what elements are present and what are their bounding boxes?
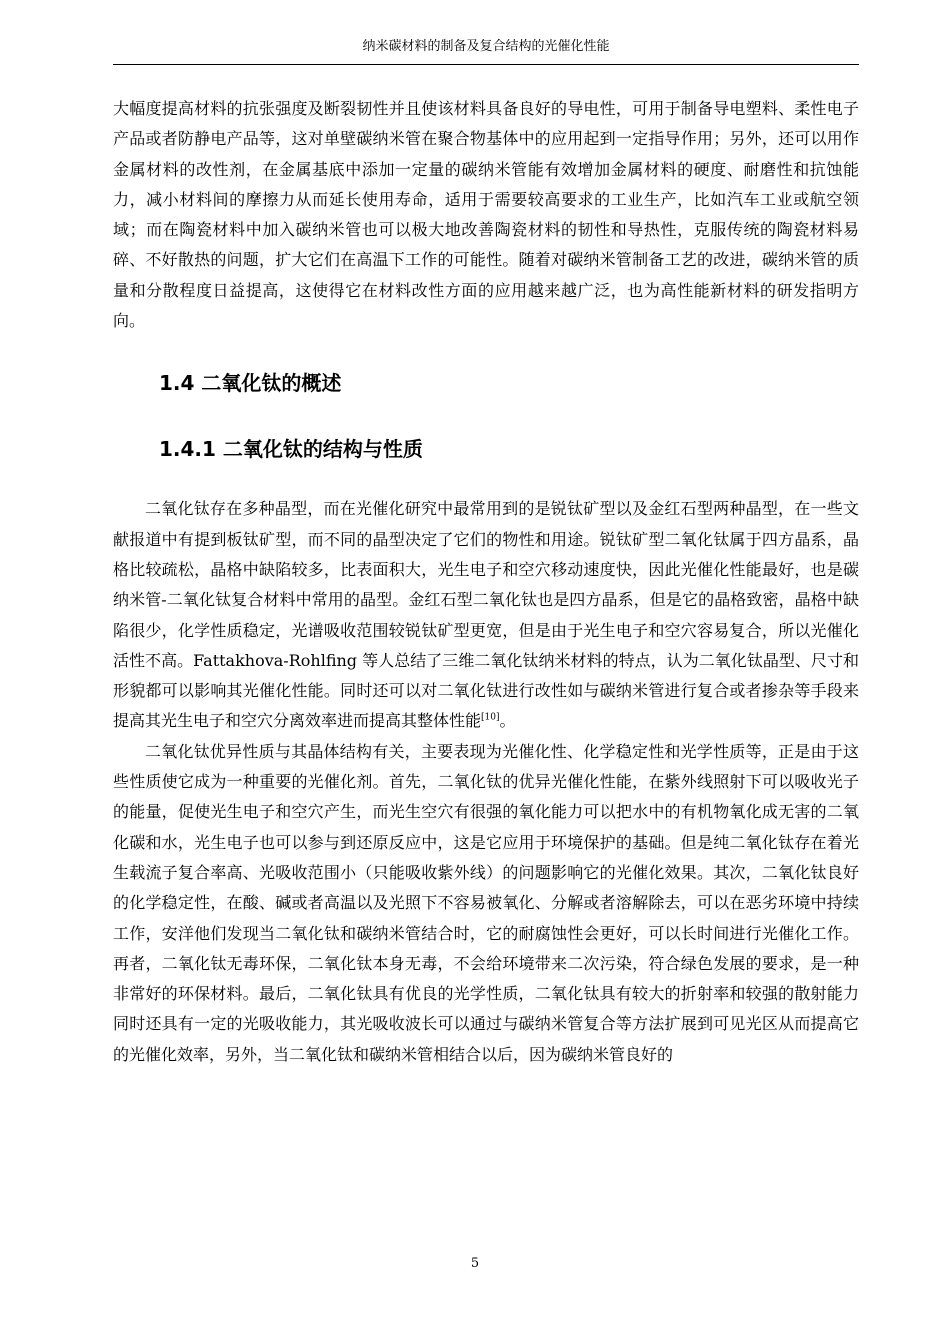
paragraph-structure-text: 二氧化钛存在多种晶型，而在光催化研究中最常用到的是锐钛矿型以及金红石型两种晶型，在一些文献报道中有提到板钛矿型，而不同的晶型决定了它们的物性和用途。锐钛矿型二氧化钛属于四方晶系，晶格比较疏松，晶格中缺陷较多，比表面积大，光生电子和空穴移动速度快，因此光催化性能最好，也是碳纳米管-二氧化钛复合材料中常用的晶型。金红石型二氧化钛也是四方晶系，但是它的晶格致密，晶格中缺陷很少，化学性质稳定，光谱吸收范围较锐钛矿型更宽，但是由于光生电子和空穴容易复合，所以光催化活性不高。Fattakhova-Rohlfing 等人总结了三维二氧化钛纳米材料的特点，认为二氧化钛晶型、尺寸和形貌都可以影响其光催化性能。同时还可以对二氧化钛进行改性如与碳纳米管进行复合或者掺杂等手段来提高其光生电子和空穴分离效率进而提高其整体性能: [113, 499, 859, 731]
subsection-heading: 1.4.1 二氧化钛的结构与性质: [159, 437, 423, 462]
header-rule: [113, 64, 859, 65]
paragraph-properties: 二氧化钛优异性质与其晶体结构有关，主要表现为光催化性、化学稳定性和光学性质等，正是由于这些性质使它成为一种重要的光催化剂。首先，二氧化钛的优异光催化性能，在紫外线照射下可以吸收光子的能量，促使光生电子和空穴产生，而光生空穴有很强的氧化能力可以把水中的有机物氧化成无害的二氧化碳和水，光生电子也可以参与到还原反应中，这是它应用于环境保护的基础。但是纯二氧化钛存在着光生载流子复合率高、光吸收范围小（只能吸收紫外线）的问题影响它的光催化效果。其次，二氧化钛良好的化学稳定性，在酸、碱或者高温以及光照下不容易被氧化、分解或者溶解除去，可以在恶劣环境中持续工作，安洋他们发现当二氧化钛和碳纳米管结合时，它的耐腐蚀性会更好，可以长时间进行光催化工作。再者，二氧化钛无毒环保，二氧化钛本身无毒，不会给环境带来二次污染，符合绿色发展的要求，是一种非常好的环保材料。最后，二氧化钛具有优良的光学性质，二氧化钛具有较大的折射率和较强的散射能力同时还具有一定的光吸收能力，其光吸收波长可以通过与碳纳米管复合等方法扩展到可见光区从而提高它的光催化效率，另外，当二氧化钛和碳纳米管相结合以后，因为碳纳米管良好的: [113, 741, 859, 1064]
running-header: 纳米碳材料的制备及复合结构的光催化性能: [362, 39, 610, 54]
paragraph-intro: 大幅度提高材料的抗张强度及断裂韧性并且使该材料具备良好的导电性，可用于制备导电塑料、柔性电子产品或者防静电产品等，这对单壁碳纳米管在聚合物基体中的应用起到一定指导作用；另外，还可以用作金属材料的改性剂，在金属基底中添加一定量的碳纳米管能有效增加金属材料的硬度、耐磨性和抗蚀能力，减小材料间的摩擦力从而延长使用寿命，适用于需要较高要求的工业生产，比如汽车工业或航空领域；而在陶瓷材料中加入碳纳米管也可以极大地改善陶瓷材料的韧性和导热性，克服传统的陶瓷材料易碎、不好散热的问题，扩大它们在高温下工作的可能性。随着对碳纳米管制备工艺的改进，碳纳米管的质量和分散程度日益提高，这使得它在材料改性方面的应用越来越广泛，也为高性能新材料的研发指明方向。: [113, 99, 859, 331]
paragraph-structure: [113, 494, 859, 736]
section-heading: 1.4 二氧化钛的概述: [159, 371, 342, 396]
page-number: 5: [470, 1256, 480, 1271]
citation-reference: [10]: [481, 713, 500, 724]
paragraph-structure-end: 。: [499, 711, 516, 731]
page-body: [113, 94, 859, 1070]
